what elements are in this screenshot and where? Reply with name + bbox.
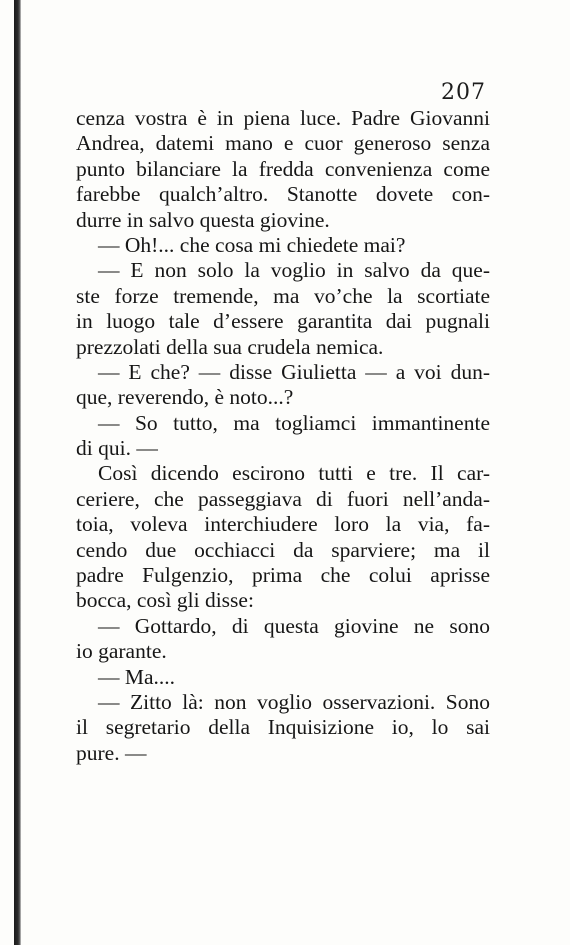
text-line: Andrea, datemi mano e cuor generoso senza bbox=[76, 131, 490, 156]
text-line: cenza vostra è in piena luce. Padre Giovanni bbox=[76, 106, 490, 130]
text-line: farebbe qualch’altro. Stanotte dovete con- bbox=[76, 182, 490, 207]
text-line: — E non solo la voglio in salvo da que- bbox=[98, 258, 490, 283]
text-line: di qui. — bbox=[76, 436, 158, 461]
page-number: 207 bbox=[441, 80, 486, 105]
text-line: — Gottardo, di questa giovine ne sono bbox=[98, 613, 490, 638]
text-line: bocca, così gli disse: bbox=[76, 588, 254, 613]
text-line: il segretario della Inquisizione io, lo sai bbox=[76, 715, 490, 740]
book-spine-edge bbox=[14, 0, 21, 945]
text-line: punto bilanciare la fredda convenienza come bbox=[76, 156, 490, 181]
text-line: toia, voleva interchiudere loro la via, fa- bbox=[76, 512, 490, 537]
text-line: pure. — bbox=[76, 740, 147, 765]
text-line: Così dicendo escirono tutti e tre. Il car- bbox=[98, 461, 490, 486]
text-line: in luogo tale d’essere garantita dai pugnali bbox=[76, 309, 490, 334]
text-line: ste forze tremende, ma vo’che la scortiate bbox=[76, 283, 490, 308]
text-line: que, reverendo, è noto...? bbox=[76, 385, 294, 410]
text-line: ceriere, che passeggiava di fuori nell’anda- bbox=[76, 486, 490, 511]
text-line: cendo due occhiacci da sparviere; ma il bbox=[76, 537, 490, 562]
text-line: — Ma.... bbox=[98, 664, 176, 689]
text-line: — So tutto, ma togliamci immantinente bbox=[98, 410, 490, 435]
text-line: — Zitto là: non voglio osservazioni. Sono bbox=[98, 689, 490, 714]
body-text bbox=[76, 106, 490, 766]
text-line: io garante. bbox=[76, 639, 167, 664]
text-line: prezzolati della sua crudela nemica. bbox=[76, 334, 384, 359]
text-line: durre in salvo questa giovine. bbox=[76, 207, 330, 232]
text-line: — Oh!... che cosa mi chiedete mai? bbox=[98, 232, 406, 257]
text-line: — E che? — disse Giulietta — a voi dun- bbox=[98, 359, 490, 384]
text-line: padre Fulgenzio, prima che colui aprisse bbox=[76, 563, 490, 588]
